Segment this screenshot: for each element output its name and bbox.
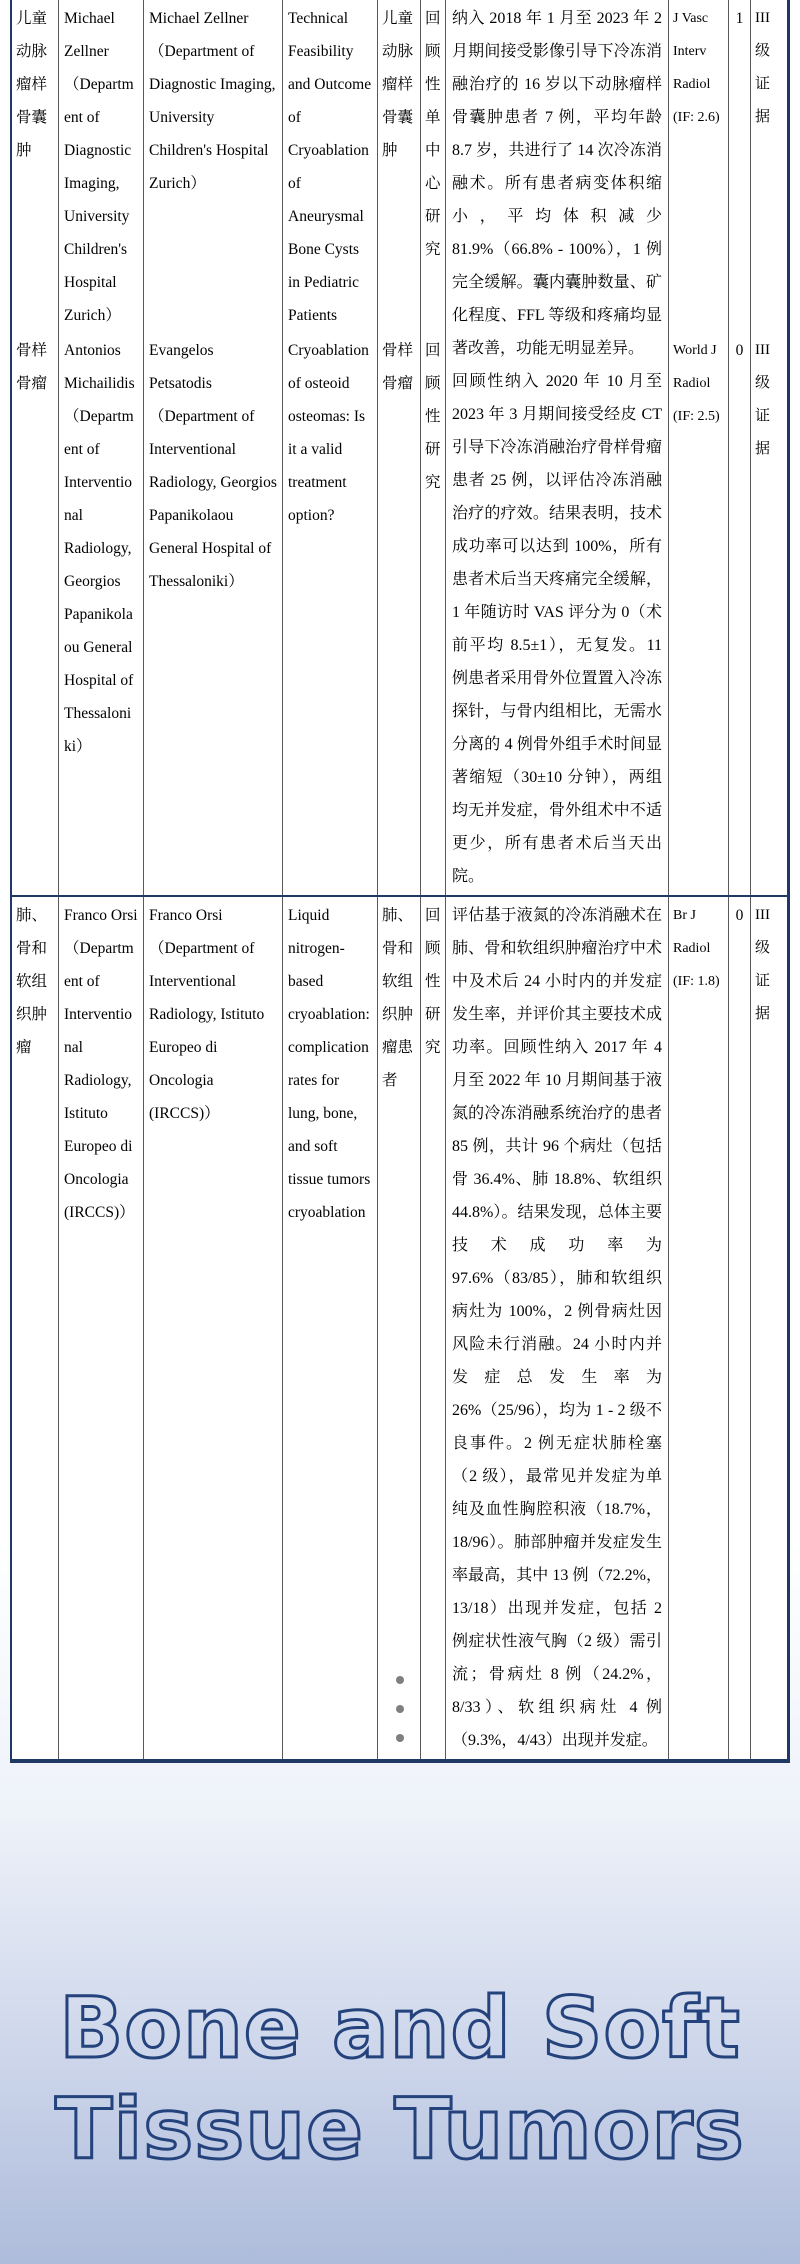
col-corresponding-author	[144, 897, 283, 1759]
col-population	[378, 897, 421, 1759]
article-count-entry: 1	[735, 10, 744, 27]
findings-entry: 评估基于液氮的冷冻消融术在肺、骨和软组织肿瘤治疗中术中及术后 24 小时内的并发症发生率，并评价其主要技术成功率。回顾性纳入 2017 年 4 月至 2022 年 10 月期间基于液氮的冷冻消融系统治疗的患者 85 例，共计 96 个病灶（包括骨 36.4%、肺 18.8%、软组织 44.8%）。结果发现，总体主要技术成功率为 97.6%（83/85），肺和软组织病灶为 100%，2 例骨病灶因风险未行消融。24 小时内并发症总发生率为 26%（25/96），均为 1 - 2 级不良事件。2 例无症状肺栓塞（2 级），最常见并发症为单纯及血性胸腔积液（18.7%，18/96）。肺部肿瘤并发症发生率最高，其中 13 例（72.2%，13/18）出现并发症，包括 2 例症状性液气胸（2 级）需引流；骨病灶 8 例（24.2%，8/33）、软组织病灶 4 例（9.3%，4/43）出现并发症。	[452, 907, 662, 1749]
table-row-group-2	[12, 895, 787, 1759]
evidence-level-entry: III级证据	[755, 907, 771, 1022]
col-article-title	[283, 897, 378, 1759]
study-type-entry: 回顾性研究	[425, 907, 441, 1056]
ellipsis-dot	[396, 1734, 404, 1742]
col-first-author	[59, 0, 144, 895]
disease-entry: 儿童动脉瘤样骨囊肿	[16, 10, 48, 159]
ellipsis-dot	[396, 1705, 404, 1713]
article-count-entry: 0	[735, 342, 744, 359]
study-type-entry: 回顾性单中心研究	[425, 10, 441, 258]
population-entry: 骨样骨瘤	[382, 342, 414, 392]
col-evidence-level	[751, 0, 779, 895]
first-author-entry: Antonios Michailidis（Department of Interventional Radiology, Georgios Papanikolaou General Hospital of Thessaloniki）	[64, 342, 135, 755]
col-findings	[446, 0, 669, 895]
corresponding-author-entry: Michael Zellner（Department of Diagnostic Imaging, University Children's Hospital Zurich）	[149, 10, 276, 192]
col-disease	[12, 897, 59, 1759]
first-author-entry: Franco Orsi（Department of Interventional Radiology, Istituto Europeo di Oncologia (IRCCS)）	[64, 907, 138, 1221]
col-journal	[669, 897, 729, 1759]
col-journal	[669, 0, 729, 895]
col-article-count	[729, 0, 751, 895]
evidence-table	[10, 0, 790, 1763]
ellipsis-dot	[396, 1676, 404, 1684]
first-author-entry: Michael Zellner（Department of Diagnostic Imaging, University Children's Hospital Zurich）	[64, 10, 134, 324]
article-title-entry: Liquid nitrogen-based cryoablation: complication rates for lung, bone, and soft tissue tumors cryoablation	[288, 907, 371, 1221]
evidence-level-entry: III级证据	[755, 342, 771, 457]
table-row-group-1	[12, 0, 787, 895]
banner-line-2: Tissue Tumors	[55, 2080, 745, 2178]
journal-entry: World J Radiol (IF: 2.5)	[673, 343, 720, 424]
col-study-type	[421, 0, 446, 895]
population-entry: 肺、骨和软组织肿瘤患者	[382, 907, 414, 1089]
article-title-entry: Technical Feasibility and Outcome of Cryoablation of Aneurysmal Bone Cysts in Pediatric Patients	[288, 10, 372, 324]
banner-line-1: Bone and Soft	[59, 1979, 741, 2077]
vertical-ellipsis-icon	[396, 1676, 404, 1763]
evidence-level-entry: III级证据	[755, 10, 771, 125]
disease-entry: 肺、骨和软组织肿瘤	[16, 907, 48, 1056]
journal-entry: Br J Radiol (IF: 1.8)	[673, 908, 720, 989]
findings-entry: 回顾性纳入 2020 年 10 月至 2023 年 3 月期间接受经皮 CT 引导下冷冻消融治疗骨样骨瘤患者 25 例，以评估冷冻消融治疗的疗效。结果表明，技术成功率可以达到 100%，所有患者术后当天疼痛完全缓解，1 年随访时 VAS 评分为 0（术前平均 8.5±1），无复发。11 例患者采用骨外位置置入冷冻探针，与骨内组相比，无需水分离的 4 例骨外组手术时间显著缩短（30±10 分钟），两组均无并发症，骨外组术中不适更少，所有患者术后当天出院。	[452, 373, 662, 885]
col-evidence-level	[751, 897, 779, 1759]
col-article-count	[729, 897, 751, 1759]
corresponding-author-entry: Franco Orsi（Department of Interventional Radiology, Istituto Europeo di Oncologia (IRCCS)）	[149, 907, 265, 1122]
section-banner	[0, 1978, 800, 2180]
population-entry: 儿童动脉瘤样骨囊肿	[382, 10, 414, 159]
col-findings	[446, 897, 669, 1759]
findings-entry: 纳入 2018 年 1 月至 2023 年 2 月期间接受影像引导下冷冻消融治疗的 16 岁以下动脉瘤样骨囊肿患者 7 例，平均年龄 8.7 岁，共进行了 14 次冷冻消融术。所有患者病变体积缩小，平均体积减少 81.9%（66.8% - 100%），1 例完全缓解。囊内囊肿数量、矿化程度、FFL 等级和疼痛均显著改善，功能无明显差异。	[452, 10, 662, 357]
col-article-title	[283, 0, 378, 895]
col-first-author	[59, 897, 144, 1759]
col-disease	[12, 0, 59, 895]
col-corresponding-author	[144, 0, 283, 895]
article-title-entry: Cryoablation of osteoid osteomas: Is it a valid treatment option?	[288, 342, 369, 524]
journal-entry: J Vasc Interv Radiol (IF: 2.6)	[673, 11, 720, 125]
col-population	[378, 0, 421, 895]
corresponding-author-entry: Evangelos Petsatodis（Department of Interventional Radiology, Georgios Papanikolaou General Hospital of Thessaloniki）	[149, 342, 277, 590]
study-type-entry: 回顾性研究	[425, 342, 441, 491]
col-study-type	[421, 897, 446, 1759]
disease-entry: 骨样骨瘤	[16, 342, 48, 392]
article-count-entry: 0	[735, 907, 744, 924]
